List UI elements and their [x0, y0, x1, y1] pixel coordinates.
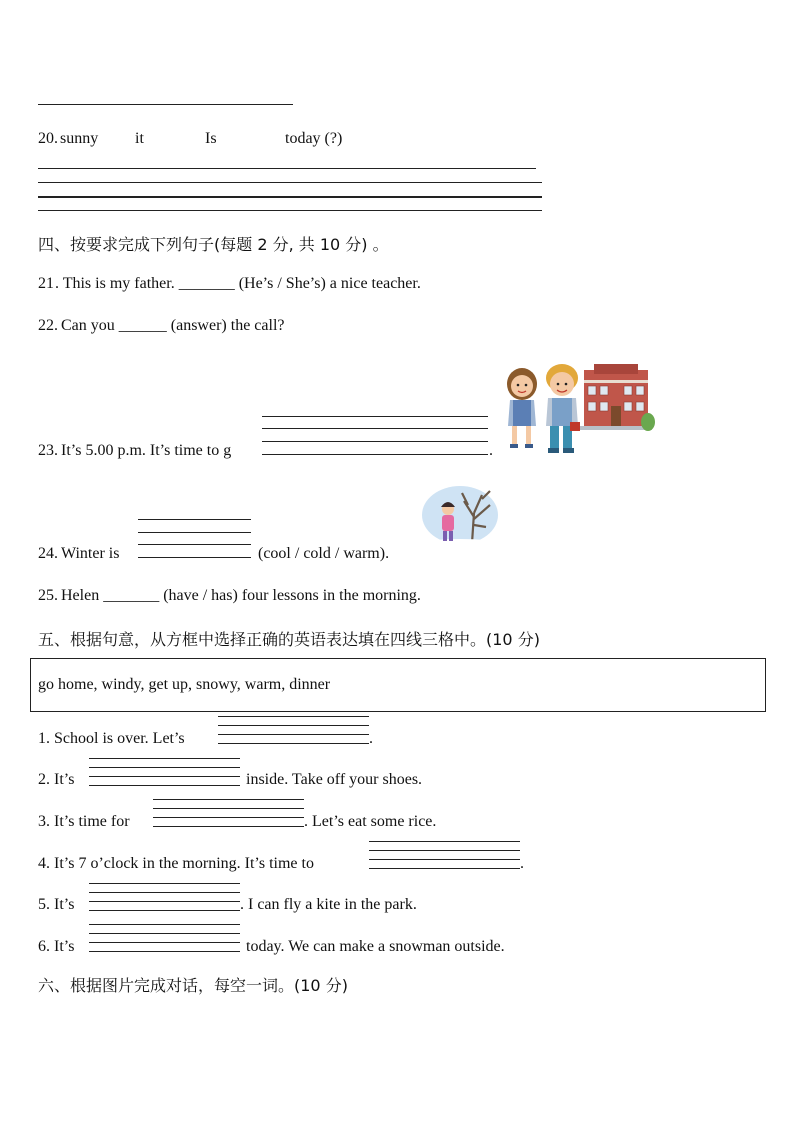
- q20-word-today: today (?): [285, 130, 343, 147]
- s5-item5-four-line-grid[interactable]: [89, 883, 240, 913]
- s5-item3-post: . Let’s eat some rice.: [304, 813, 437, 830]
- q23-number: 23.: [38, 442, 58, 459]
- q21-text: . This is my father. _______ (He’s / She’s) a nice teacher.: [55, 275, 421, 292]
- s5-item2-post: inside. Take off your shoes.: [246, 771, 423, 788]
- q23-text: It’s 5.00 p.m. It’s time to g: [61, 442, 232, 459]
- q24-hint: (cool / cold / warm).: [258, 545, 390, 562]
- q20-four-line-grid[interactable]: [38, 168, 542, 212]
- s5-item3-four-line-grid[interactable]: [153, 799, 304, 829]
- q25-text: Helen _______ (have / has) four lessons in the morning.: [61, 587, 421, 604]
- s5-item5-post: . I can fly a kite in the park.: [240, 896, 417, 913]
- q23-four-line-grid[interactable]: [262, 416, 488, 456]
- s5-item6-post: today. We can make a snowman outside.: [246, 938, 505, 955]
- q23-end: .: [489, 442, 493, 459]
- s5-item6-four-line-grid[interactable]: [89, 924, 240, 954]
- q20-word-it: it: [135, 130, 144, 147]
- s5-item4-pre: 4. It’s 7 o’clock in the morning. It’s time to: [38, 855, 314, 872]
- answer-line-prev: [38, 104, 293, 105]
- winter-girl-tree-illustration: [420, 483, 502, 549]
- s5-item1-pre: 1. School is over. Let’s: [38, 730, 185, 747]
- q24-text: Winter is: [61, 545, 120, 562]
- s5-item2-pre: 2. It’s: [38, 771, 75, 788]
- section6-heading: 六、根据图片完成对话，每空一词。(10 分): [38, 976, 348, 995]
- q24-four-line-grid[interactable]: [138, 519, 251, 559]
- q25-number: 25.: [38, 587, 58, 604]
- children-school-illustration: [500, 360, 655, 458]
- q20-word-sunny: sunny: [60, 130, 99, 147]
- s5-item4-four-line-grid[interactable]: [369, 841, 520, 871]
- word-bank-box: [30, 658, 766, 712]
- word-bank-text: go home, windy, get up, snowy, warm, dinner: [38, 676, 331, 693]
- q22-number: 22.: [38, 317, 58, 334]
- section5-heading: 五、根据句意，从方框中选择正确的英语表达填在四线三格中。(10 分): [38, 630, 540, 649]
- q20-number: 20.: [38, 130, 58, 147]
- s5-item5-pre: 5. It’s: [38, 896, 75, 913]
- q20-word-is: Is: [205, 130, 217, 147]
- s5-item6-pre: 6. It’s: [38, 938, 75, 955]
- s5-item1-four-line-grid[interactable]: [218, 716, 369, 746]
- s5-item1-post: .: [369, 730, 373, 747]
- q22-text: Can you ______ (answer) the call?: [61, 317, 285, 334]
- s5-item2-four-line-grid[interactable]: [89, 758, 240, 788]
- section4-heading: 四、按要求完成下列句子(每题 2 分, 共 10 分) 。: [38, 235, 389, 254]
- s5-item4-post: .: [520, 855, 524, 872]
- q21-number: 21: [38, 275, 54, 292]
- q24-number: 24.: [38, 545, 58, 562]
- s5-item3-pre: 3. It’s time for: [38, 813, 130, 830]
